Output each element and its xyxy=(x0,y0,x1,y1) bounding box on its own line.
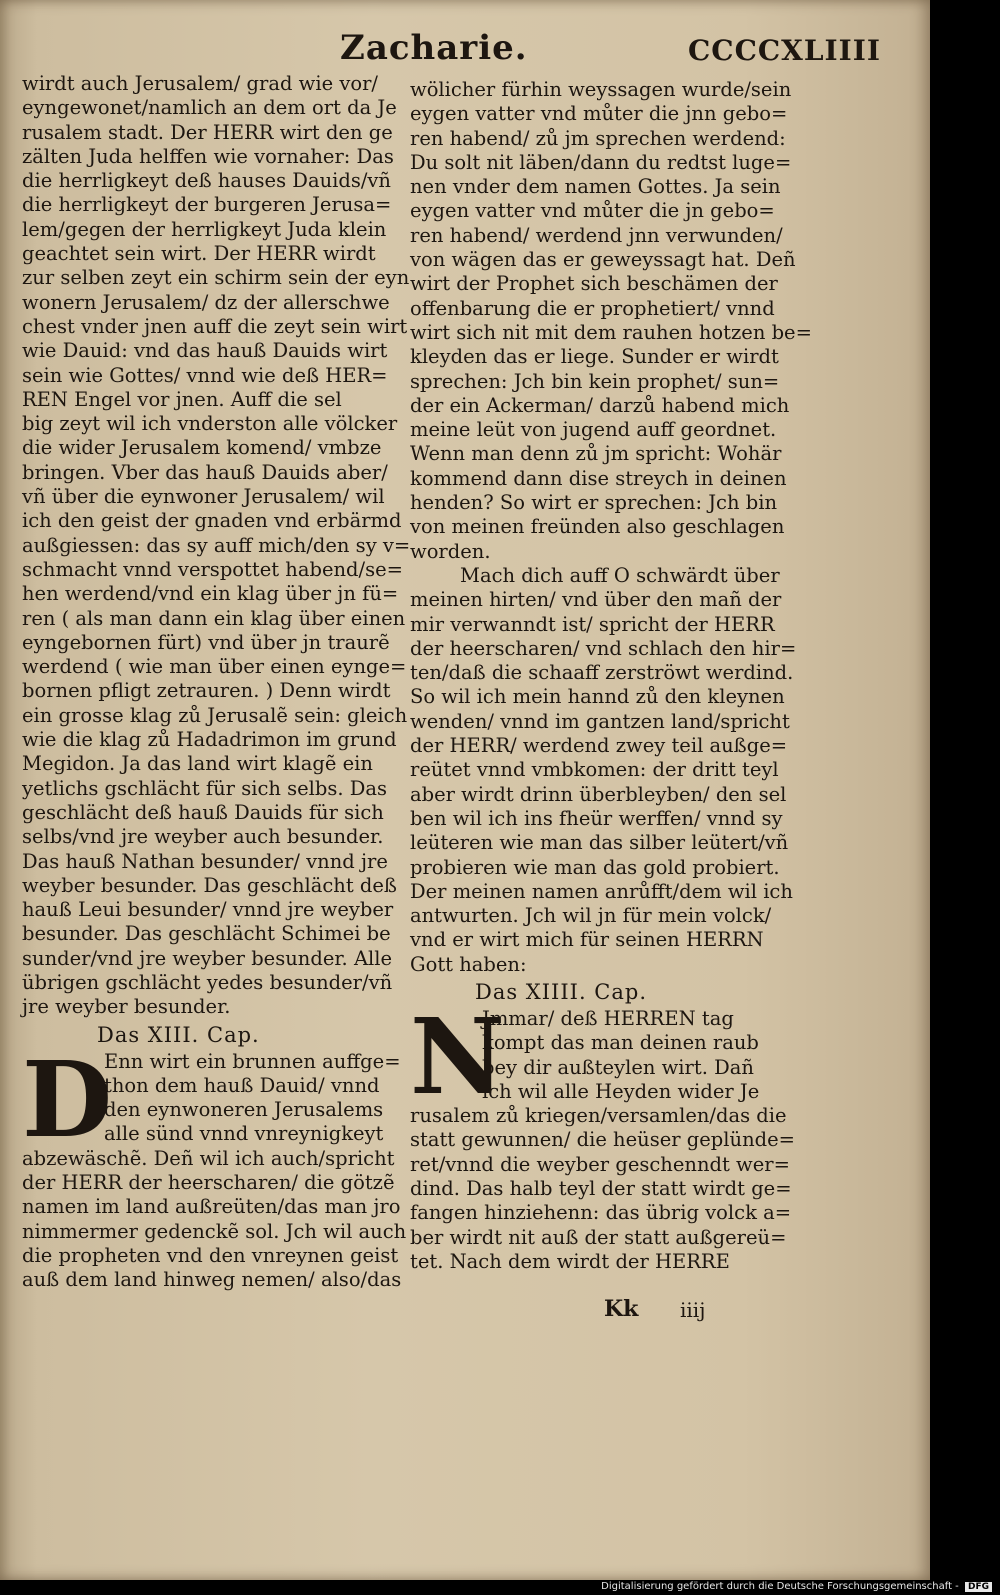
text-line: bornen pfligt zetrauren. ) Denn wirdt xyxy=(22,679,391,703)
paragraph-mach-dich-auff xyxy=(410,564,810,977)
text-line: probieren wie man das gold probiert. xyxy=(410,855,780,879)
text-line: zälten Juda helffen wie vornaher: Das xyxy=(22,144,394,168)
text-line: von wägen das er geweyssagt hat. Deñ xyxy=(410,248,796,272)
text-line: So wil ich mein hannd zů den kleynen xyxy=(410,685,785,709)
text-line: fangen hinziehenn: das übrig volck a= xyxy=(410,1201,792,1225)
text-line: Enn wirt ein brunnen auffge= xyxy=(104,1049,401,1073)
text-line: jre weyber besunder. xyxy=(22,995,231,1019)
text-line: kleyden das er liege. Sunder er wirdt xyxy=(410,345,779,369)
text-line: auß dem land hinweg nemen/ also/das xyxy=(22,1268,402,1292)
text-line: der ein Ackerman/ darzů habend mich xyxy=(410,393,790,417)
running-head-title: Zacharie. xyxy=(340,28,528,68)
text-line: ein grosse klag zů Jerusalẽ sein: gleich xyxy=(22,703,408,727)
left-column-body xyxy=(22,72,411,1020)
text-line: aber wirdt drinn überbleyben/ den sel xyxy=(410,782,787,806)
text-line: Du solt nit läben/dann du redtst luge= xyxy=(410,150,792,174)
text-line: kommend dann dise streych in deinen xyxy=(410,466,787,490)
text-line: ber wirdt nit auß der statt außgereü= xyxy=(410,1225,787,1249)
text-line: meine leüt von jugend auff geordnet. xyxy=(410,418,777,442)
chapter-heading-14: Das XIIII. Cap. xyxy=(475,979,647,1004)
text-line: besunder. Das geschlächt Schimei be xyxy=(22,922,391,946)
text-line: ret/vnnd die weyber geschenndt wer= xyxy=(410,1152,790,1176)
text-line: kompt das man deinen raub xyxy=(482,1031,759,1055)
chapter-heading-13: Das XIII. Cap. xyxy=(97,1022,260,1047)
text-line: ten/daß die schaaff zerströwt werdind. xyxy=(410,661,794,685)
text-line: die herrligkeyt der burgeren Jerusa= xyxy=(22,193,392,217)
text-line: außgiessen: das sy auff mich/den sy v= xyxy=(22,533,411,557)
text-line: wie Dauid: vnd das hauß Dauids wirt xyxy=(22,339,388,363)
text-line: hen werdend/vnd ein klag über jn fü= xyxy=(22,582,399,606)
text-line: worden. xyxy=(410,539,491,563)
drop-cap-d: D xyxy=(22,1037,113,1161)
text-line: yetlichs gschlächt für sich selbs. Das xyxy=(22,776,388,800)
text-line: rusalem stadt. Der HERR wirt den ge xyxy=(22,120,393,144)
text-line: thon dem hauß Dauid/ vnnd xyxy=(104,1073,380,1097)
text-line: den eynwoneren Jerusalems xyxy=(104,1098,384,1122)
text-line: der heerscharen/ vnd schlach den hir= xyxy=(410,636,797,660)
text-line: ich wil alle Heyden wider Je xyxy=(482,1079,760,1103)
text-line: sunder/vnd jre weyber besunder. Alle xyxy=(22,946,393,970)
text-line: wie die klag zů Hadadrimon im grund xyxy=(22,728,397,752)
text-line: zur selben zeyt ein schirm sein der eyn xyxy=(22,266,410,290)
text-line: werdend ( wie man über einen eynge= xyxy=(22,655,407,679)
text-line: schmacht vnnd verspottet habend/se= xyxy=(22,557,403,581)
text-line: rusalem zů kriegen/versamlen/das die xyxy=(410,1104,787,1128)
text-line: wenden/ vnnd im gantzen land/spricht xyxy=(410,709,790,733)
text-line: ren habend/ zů jm sprechen werdend: xyxy=(410,126,786,150)
text-line: eygen vatter vnd můter die jnn gebo= xyxy=(410,102,788,126)
text-line: die herrligkeyt deß hauses Dauids/vñ xyxy=(22,169,391,193)
text-line: vñ über die eynwoner Jerusalem/ wil xyxy=(22,485,385,509)
text-line: eyngewonet/namlich an dem ort da Je xyxy=(22,96,397,120)
dfg-logo: DFG xyxy=(965,1582,992,1592)
text-line: tet. Nach dem wirdt der HERRE xyxy=(410,1249,730,1273)
text-line: eyngebornen fürt) vnd über jn traurẽ xyxy=(22,630,390,654)
text-line: sein wie Gottes/ vnnd wie deß HER= xyxy=(22,363,388,387)
text-line: hauß Leui besunder/ vnnd jre weyber xyxy=(22,898,394,922)
text-line: REN Engel vor jnen. Auff die sel xyxy=(22,387,342,411)
text-line: geschlächt deß hauß Dauids für sich xyxy=(22,800,384,824)
right-text-column xyxy=(410,78,810,1274)
text-line: ben wil ich ins fheür werffen/ vnnd sy xyxy=(410,806,783,830)
text-line: nimmermer gedenckẽ sol. Jch wil auch xyxy=(22,1219,407,1243)
text-line: wirt der Prophet sich beschämen der xyxy=(410,272,778,296)
drop-cap-n: N xyxy=(410,994,506,1118)
text-line: chest vnder jnen auff die zeyt sein wirt xyxy=(22,314,408,338)
text-line: sprechen: Jch bin kein prophet/ sun= xyxy=(410,369,780,393)
text-line: Der meinen namen anrůfft/dem wil ich xyxy=(410,879,793,903)
footer-text: Digitalisierung gefördert durch die Deutsche Forschungsgemeinschaft - xyxy=(601,1581,959,1592)
text-line: big zeyt wil ich vnderston alle völcker xyxy=(22,412,398,436)
text-line: mir verwanndt ist/ spricht der HERR xyxy=(410,612,775,636)
folio-number: CCCCXLIIII xyxy=(688,34,881,67)
text-line: abzewäschẽ. Deñ wil ich auch/spricht xyxy=(22,1146,395,1170)
text-line: von meinen freünden also geschlagen xyxy=(410,515,785,539)
text-line: Das hauß Nathan besunder/ vnnd jre xyxy=(22,849,388,873)
signature-mark: Kk xyxy=(604,1296,639,1322)
signature-number: iiij xyxy=(680,1298,706,1322)
text-line: alle sünd vnnd vnreynigkeyt xyxy=(104,1122,384,1146)
text-line: ich den geist der gnaden vnd erbärmd xyxy=(22,509,402,533)
text-line: Mach dich auff O schwärdt über xyxy=(460,563,780,587)
chapter-13-opening xyxy=(22,1037,407,1293)
text-line: antwurten. Jch wil jn für mein volck/ xyxy=(410,904,772,928)
text-line: die propheten vnd den vnreynen geist xyxy=(22,1243,399,1267)
text-line: offenbarung die er prophetiert/ vnnd xyxy=(410,296,775,320)
text-line: der HERR/ werdend zwey teil außge= xyxy=(410,734,788,758)
text-line: lem/gegen der herrligkeyt Juda klein xyxy=(22,217,387,241)
text-line: selbs/vnd jre weyber auch besunder. xyxy=(22,825,384,849)
text-line: Gott haben: xyxy=(410,952,527,976)
text-line: namen im land außreüten/das man jro xyxy=(22,1195,401,1219)
text-line: geachtet sein wirt. Der HERR wirdt xyxy=(22,242,376,266)
text-line: leüteren wie man das silber leütert/vñ xyxy=(410,831,789,855)
right-column-body xyxy=(410,78,810,564)
text-line: Wenn man denn zů jm spricht: Wohär xyxy=(410,442,782,466)
text-line: ren ( als man dann ein klag über einen xyxy=(22,606,406,630)
text-line: der HERR der heerscharen/ die götzẽ xyxy=(22,1171,395,1195)
text-line: weyber besunder. Das geschlächt deß xyxy=(22,873,397,897)
left-text-column xyxy=(22,72,411,1293)
text-line: bey dir außteylen wirt. Dañ xyxy=(482,1055,754,1079)
chapter-14-opening xyxy=(410,994,810,1274)
text-line: Jmmar/ deß HERREN tag xyxy=(482,1006,734,1030)
text-line: bringen. Vber das hauß Dauids aber/ xyxy=(22,460,388,484)
text-line: henden? So wirt er sprechen: Jch bin xyxy=(410,491,778,515)
text-line: nen vnder dem namen Gottes. Ja sein xyxy=(410,175,781,199)
text-line: vnd er wirt mich für seinen HERRN xyxy=(410,928,764,952)
text-line: meinen hirten/ vnd über den mañ der xyxy=(410,588,782,612)
text-line: statt gewunnen/ die heüser geplünde= xyxy=(410,1128,796,1152)
text-line: wirdt auch Jerusalem/ grad wie vor/ xyxy=(22,72,378,95)
text-line: dind. Das halb teyl der statt wirdt ge= xyxy=(410,1177,792,1201)
text-line: die wider Jerusalem komend/ vmbze xyxy=(22,436,382,460)
text-line: Megidon. Ja das land wirt klagẽ ein xyxy=(22,752,373,776)
text-line: wölicher fürhin weyssagen wurde/sein xyxy=(410,78,792,101)
digitization-footer xyxy=(601,1581,992,1592)
text-line: übrigen gschlächt yedes besunder/vñ xyxy=(22,970,393,994)
text-line: reütet vnnd vmbkomen: der dritt teyl xyxy=(410,758,779,782)
text-line: wirt sich nit mit dem rauhen hotzen be= xyxy=(410,320,812,344)
text-line: wonern Jerusalem/ dz der allerschwe xyxy=(22,290,390,314)
text-line: eygen vatter vnd můter die jn gebo= xyxy=(410,199,775,223)
text-line: ren habend/ werdend jnn verwunden/ xyxy=(410,223,783,247)
